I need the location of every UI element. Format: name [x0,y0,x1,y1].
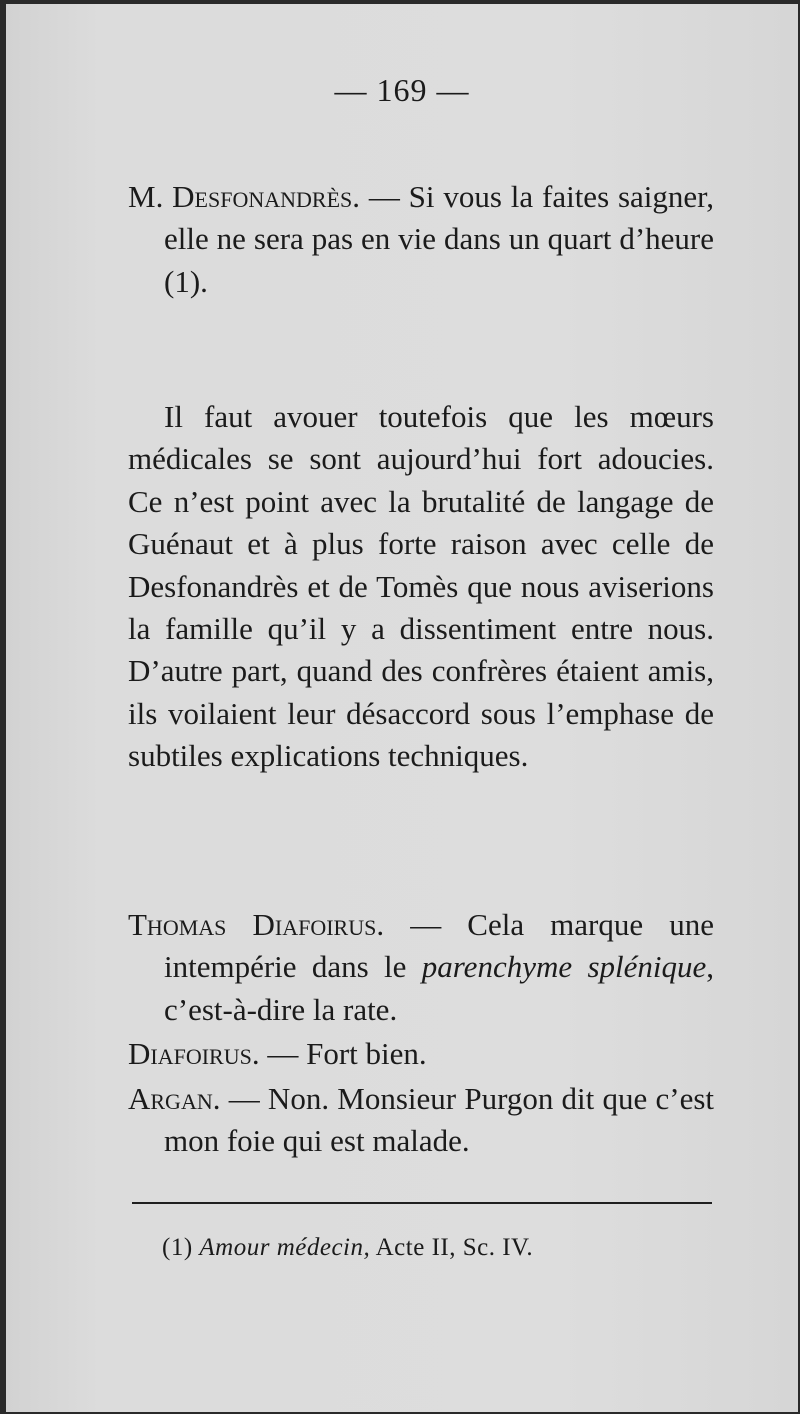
prose-paragraph: Il faut avouer toutefois que les mœurs médicales se sont aujourd’hui fort adoucies. Ce n’est point avec la brutalité de langage de Guénaut et à plus forte raison avec celle de Desfonandrès et de Tomès que nous aviserions la famille qu’il y a dissentiment entre nous. D’autre part, quand des confrères étaient amis, ils voilaient leur désaccord sous l’emphase de subtiles explications techniques. [128,399,714,774]
footnote-title: Amour médecin, [199,1234,371,1261]
dialogue-text: — Fort bien. [259,1036,427,1072]
page-number: — 169 — [334,72,470,108]
speaker-name: Argan. [128,1080,221,1116]
footnote [162,1234,722,1262]
dialogue-text: , c’est-à-dire la rate. [164,949,714,1027]
dialogue-line [128,904,714,1031]
dialogue-line [128,1033,714,1075]
dialogue-block-diafoirus [128,904,714,1162]
dialogue-line [128,1078,714,1163]
dialogue-text: — Cela marque une intempérie dans le [164,907,714,985]
dialogue-text: — Non. Monsieur Purgon dit que c’est mon foie qui est malade. [164,1080,714,1159]
footnote-divider [132,1202,712,1204]
footnote-marker: (1) [162,1234,200,1261]
dialogue-text: — Si vous la faites saigner, elle ne sera pas en vie dans un quart d’heure (1). [164,179,714,299]
dialogue-line [128,176,714,303]
speaker-name: Diafoirus. [128,1036,260,1072]
book-page [6,4,798,1412]
speaker-name: Thomas Diafoirus. [128,907,385,942]
footnote-reference: Acte II, Sc. IV. [370,1234,534,1261]
dialogue-block-desfonandres [128,176,714,303]
dialogue-italic-term: parenchyme splénique [421,949,707,985]
prose-paragraph-block [128,396,714,778]
speaker-name: M. Desfonandrès. [128,179,360,214]
